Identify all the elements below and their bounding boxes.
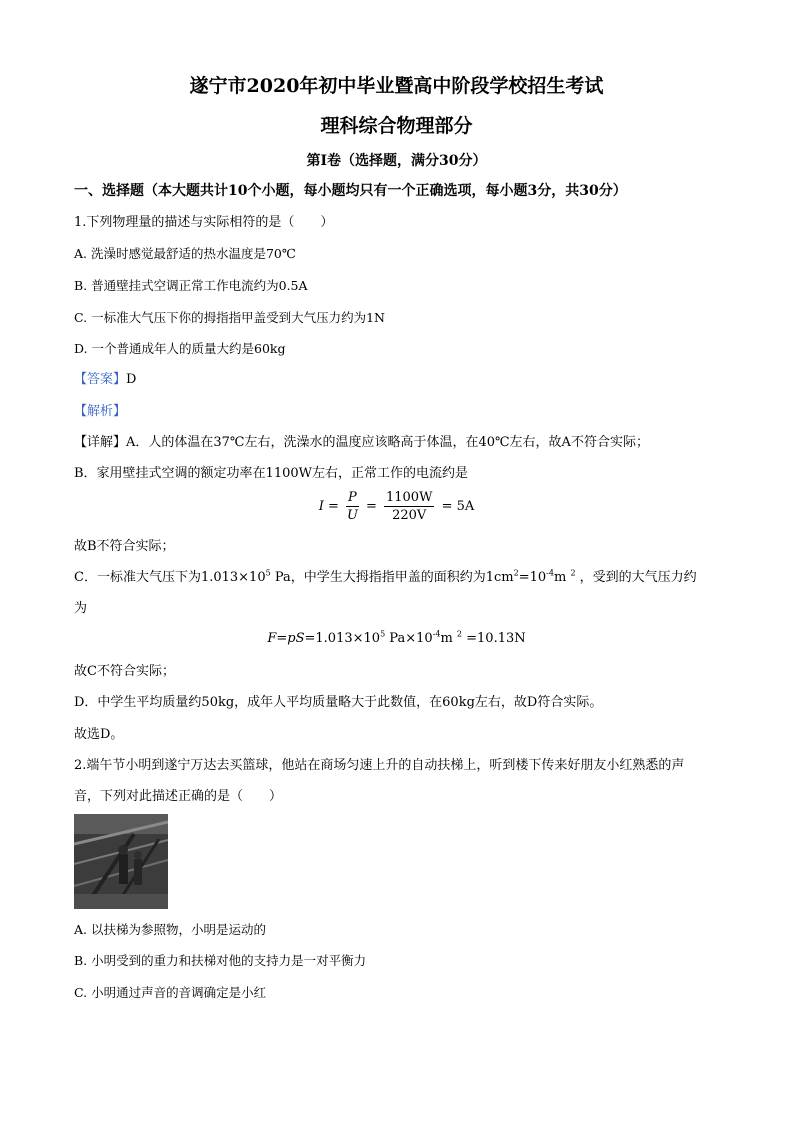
answer-tag: 【答案】 (74, 372, 127, 387)
fraction-denominator: U (346, 508, 358, 523)
q1-option-a: A. 洗澡时感觉最舒适的热水温度是70℃ (74, 246, 296, 261)
text-run: =10 (518, 570, 547, 585)
q1-detail-d: D．中学生平均质量约50kg，成年人平均质量略大于此数值，在60kg左右，故D符合实际。 (74, 695, 603, 710)
q1-detail-b: B．家用壁挂式空调的额定功率在1100W左右，正常工作的电流约是 (74, 466, 468, 481)
text-run: F=pS (267, 631, 305, 646)
superscript: 2 (570, 568, 576, 578)
volume-heading: 第I卷（选择题，满分30分） (306, 153, 487, 169)
text-run: =1.013×10 (304, 631, 381, 646)
formula-pressure-force (0, 631, 793, 646)
fraction-numerator: 1100W (385, 490, 433, 505)
text-run: =10.13N (462, 631, 526, 646)
formula-current (0, 489, 793, 524)
q1-option-b: B. 普通壁挂式空调正常工作电流约为0.5A (74, 278, 308, 293)
q1-stem: 1.下列物理量的描述与实际相符的是（ ） (74, 215, 334, 230)
q1-c-conclusion: 故C不符合实际； (74, 664, 175, 679)
formula-lhs: I = (318, 499, 339, 514)
text-run: m (553, 570, 571, 585)
formula-result: = 5A (441, 499, 475, 514)
q2-stem-line2: 音，下列对此描述正确的是（ ） (74, 789, 283, 804)
superscript: -4 (546, 568, 554, 578)
fraction-p-over-u (346, 489, 359, 524)
q1-b-conclusion: 故B不符合实际； (74, 539, 175, 554)
fraction-power-over-voltage (384, 489, 434, 524)
q1-option-d: D. 一个普通成年人的质量大约是60kg (74, 341, 286, 356)
q1-detail-a: 【详解】A．人的体温在37℃左右，洗澡水的温度应该略高于体温，在40℃左右，故A不符合实际； (74, 435, 649, 450)
q1-final: 故选D。 (74, 727, 124, 742)
q2-stem-line1: 2.端午节小明到遂宁万达去买篮球，他站在商场匀速上升的自动扶梯上，听到楼下传来好朋友小红熟悉的声 (74, 758, 685, 773)
q2-option-a: A. 以扶梯为参照物，小明是运动的 (74, 922, 266, 937)
exam-title: 遂宁市2020年初中毕业暨高中阶段学校招生考试 (189, 75, 604, 97)
text-run: Pa×10 (385, 631, 433, 646)
q1-detail-c-cont: 为 (74, 601, 88, 616)
analysis-tag: 【解析】 (74, 404, 127, 419)
superscript: 2 (456, 629, 462, 639)
superscript: 5 (265, 568, 271, 578)
q1-option-c: C. 一标准大气压下你的拇指指甲盖受到大气压力约为1N (74, 310, 385, 325)
exam-subtitle: 理科综合物理部分 (320, 115, 473, 137)
answer-value: D (126, 372, 137, 387)
q2-option-b: B. 小明受到的重力和扶梯对他的支持力是一对平衡力 (74, 953, 367, 968)
text-run: C．一标准大气压下为1.013×10 (74, 570, 266, 585)
superscript: 5 (380, 629, 386, 639)
text-run: m (440, 631, 457, 646)
q1-answer (74, 371, 136, 389)
text-run: ，受到的大气压力约 (575, 570, 697, 585)
superscript: 2 (513, 568, 519, 578)
fraction-denominator: 220V (392, 508, 427, 523)
q2-option-c: C. 小明通过声音的音调确定是小红 (74, 985, 267, 1000)
section-heading: 一、选择题（本大题共计10个小题，每小题均只有一个正确选项，每小题3分，共30分） (74, 183, 627, 199)
formula-equals: = (365, 499, 377, 514)
superscript: -4 (432, 629, 441, 639)
fraction-numerator: P (348, 490, 357, 505)
text-run: Pa，中学生大拇指指甲盖的面积约为1cm (270, 570, 514, 585)
escalator-photo (74, 814, 168, 909)
q1-detail-c (74, 569, 697, 587)
